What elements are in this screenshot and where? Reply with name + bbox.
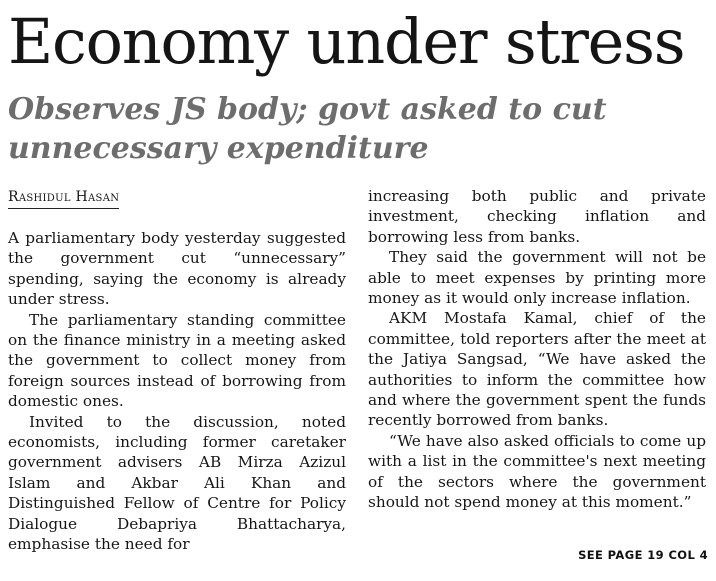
paragraph-2: The parliamentary standing committee on the finance ministry in a meeting asked the government to collect money from foreign sources instead of borrowing from domestic ones.	[8, 310, 346, 411]
byline: Rashidul Hasan	[8, 187, 119, 209]
paragraph-3: Invited to the discussion, noted economists, including former caretaker government advisers AB Mirza Azizul Islam and Akbar Ali Khan and Distinguished Fellow of Centre for Policy Dialogue Debapriya Bhattacharya, emphasise the need for	[8, 412, 346, 554]
jump-line: SEE PAGE 19 COL 4	[578, 548, 708, 562]
paragraph-6: “We have also asked officials to come up with a list in the committee's next meeting of the sectors where the government should not spend money at this moment.”	[368, 431, 706, 512]
subheadline: Observes JS body; govt asked to cut unnecessary expenditure	[8, 92, 607, 166]
article-column-right	[368, 186, 706, 513]
headline: Economy under stress	[8, 5, 685, 78]
paragraph-4: They said the government will not be able to meet expenses by printing more money as it would only increase inflation.	[368, 248, 706, 308]
article-column-left	[8, 186, 346, 555]
paragraph-5: AKM Mostafa Kamal, chief of the committee, told reporters after the meet at the Jatiya Sangsad, “We have asked the authorities to inform the committee how and where the government spent the funds recently borrowed from banks.	[368, 309, 706, 430]
paragraph-1: A parliamentary body yesterday suggested the government cut “unnecessary” spending, saying the economy is already under stress.	[8, 229, 346, 309]
paragraph-3-continued: increasing both public and private investment, checking inflation and borrowing less from banks.	[368, 187, 706, 246]
